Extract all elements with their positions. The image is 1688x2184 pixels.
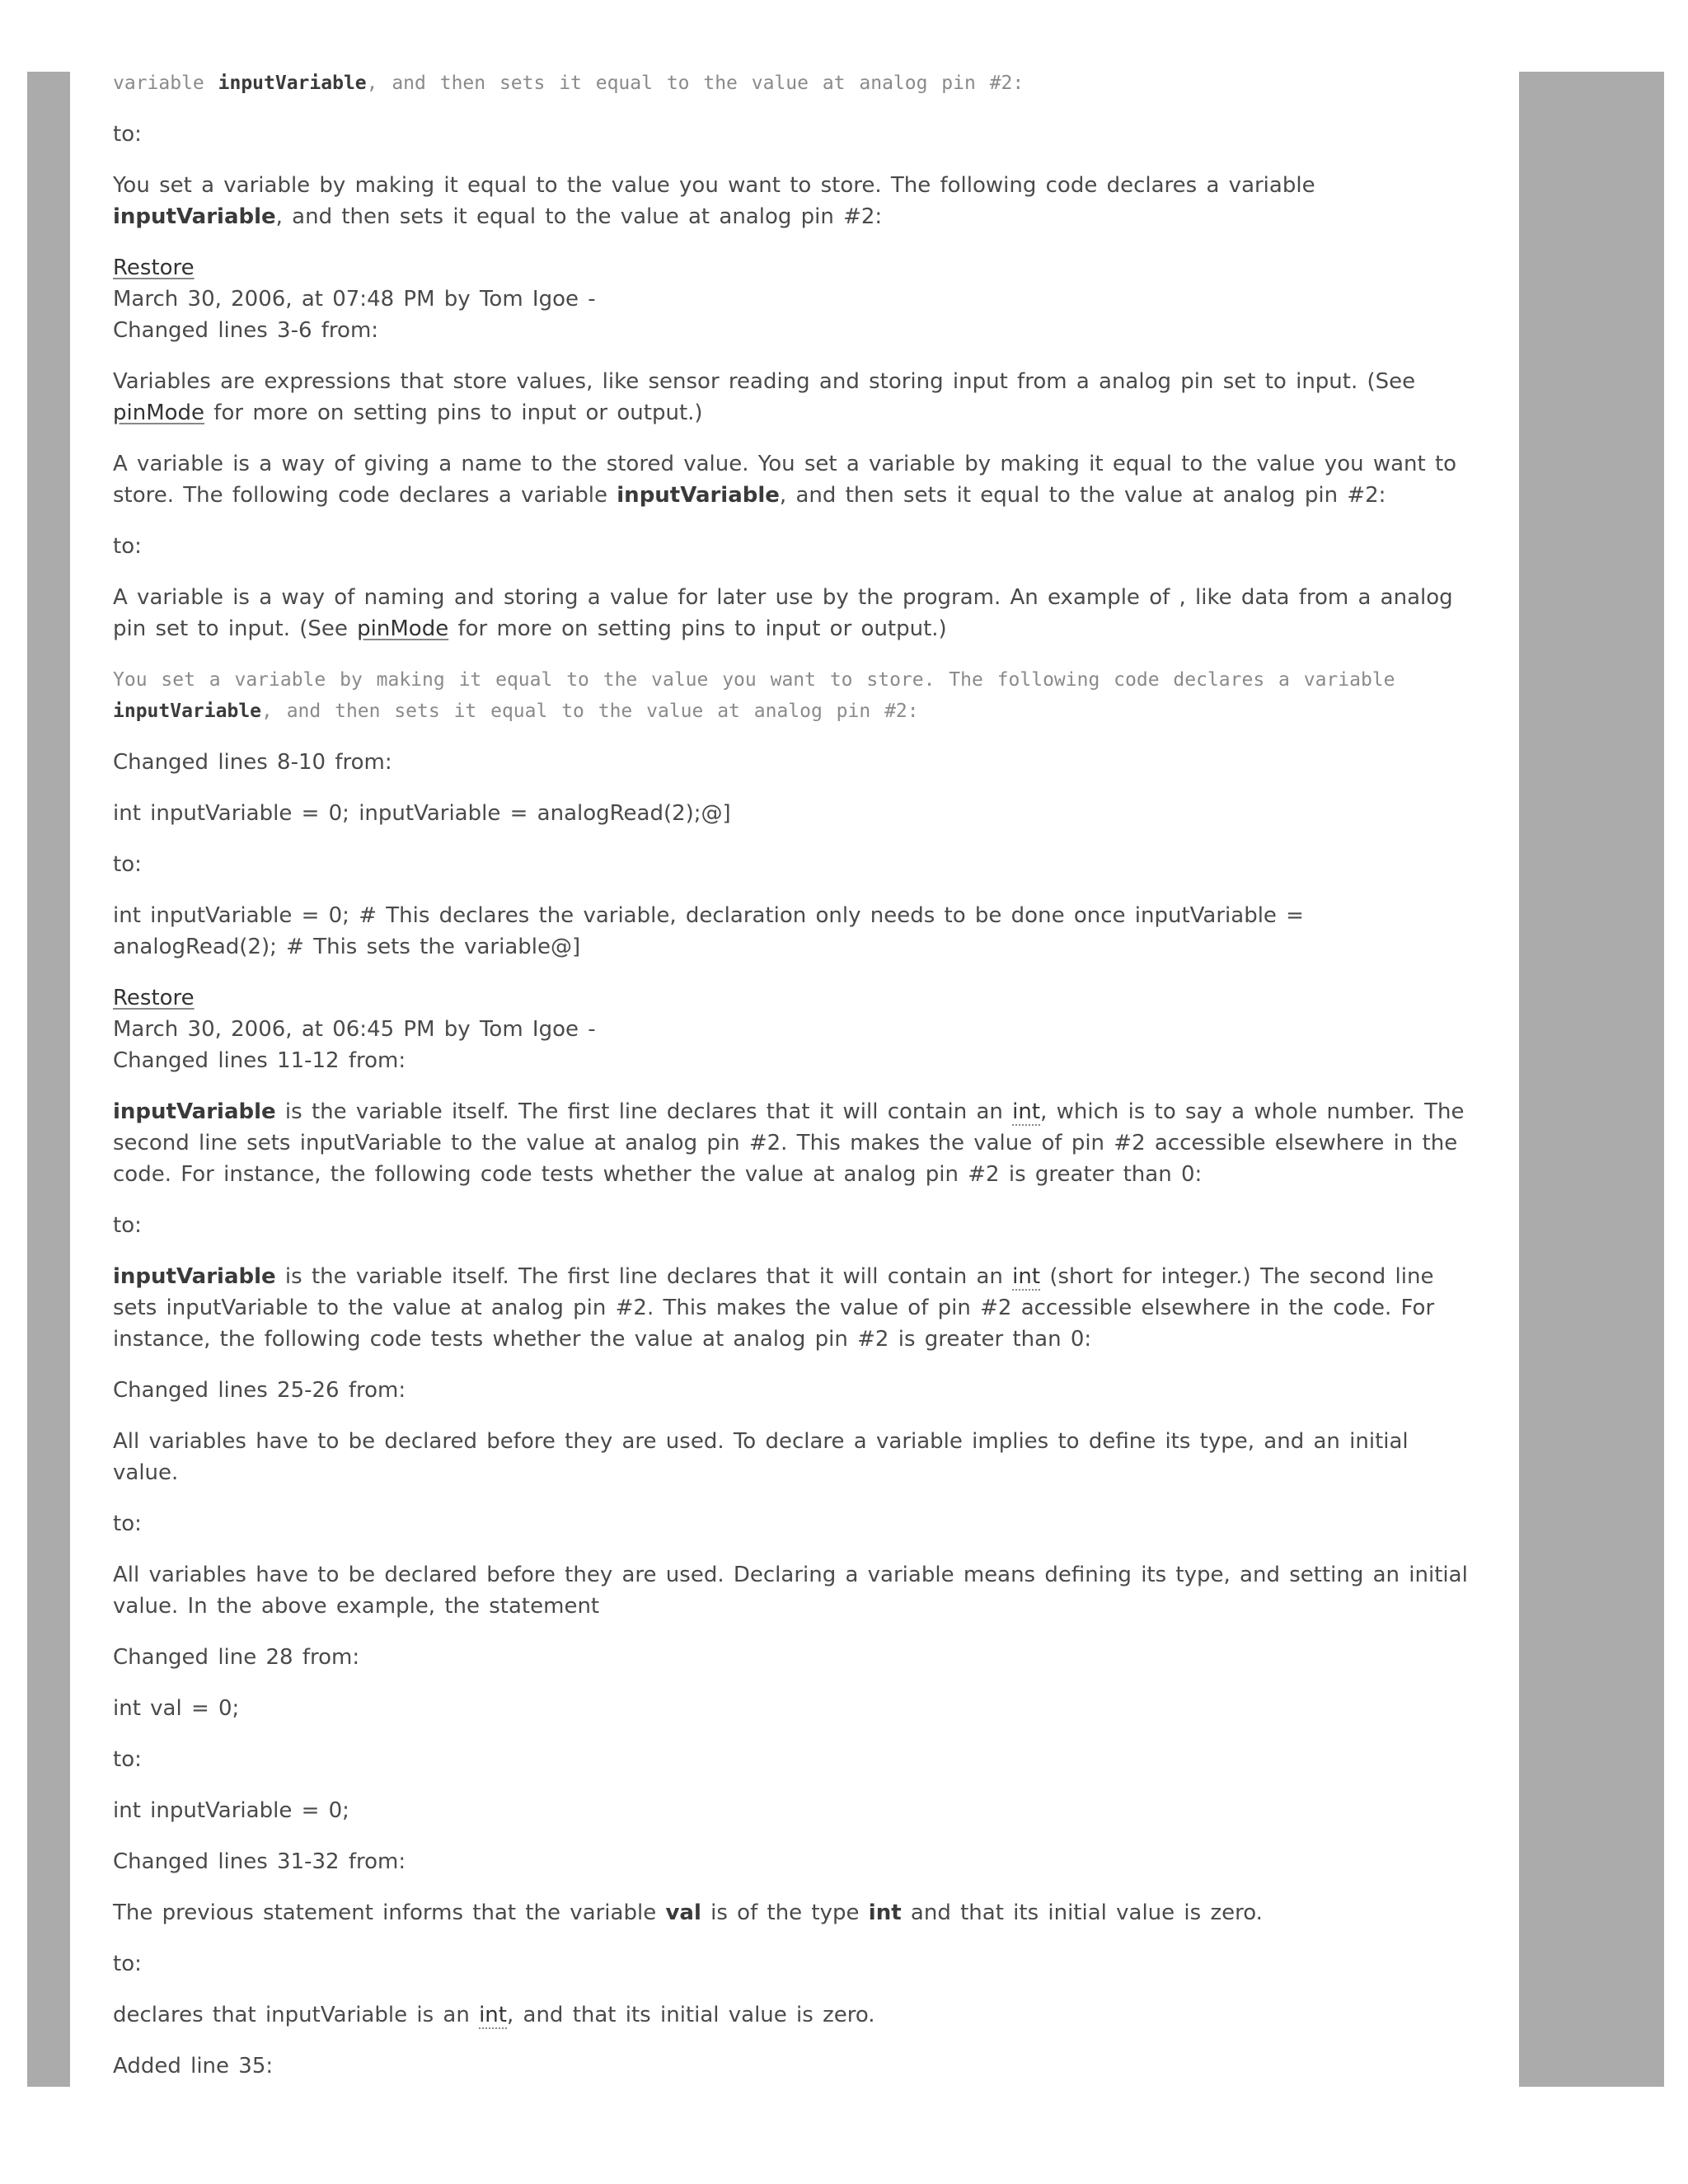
paragraph: [113, 170, 1471, 232]
text-run: Changed lines 8-10 from:: [113, 750, 392, 775]
pinmode-link[interactable]: pinMode: [357, 616, 449, 641]
paragraph: [113, 1846, 1471, 1877]
changed-lines-heading: Changed lines 3-6 from:: [113, 318, 379, 343]
paragraph: [113, 1375, 1471, 1406]
text-run: Changed lines 31-32 from:: [113, 1849, 406, 1874]
right-sidebar-bar: [1519, 72, 1664, 2087]
text-run: is of the type: [701, 1900, 869, 1925]
paragraph: [113, 1508, 1471, 1540]
text-run: Changed lines 25-26 from:: [113, 1378, 406, 1403]
text-run: declares that inputVariable is an: [113, 2003, 480, 2027]
text-run: for more on setting pins to input or output.): [204, 401, 703, 425]
paragraph: [113, 1426, 1471, 1488]
text-run: for more on setting pins to input or output.): [448, 616, 947, 641]
text-run: You set a variable by making it equal to the value you want to store. The following code declares a variable: [113, 669, 1395, 691]
paragraph: [113, 1795, 1471, 1826]
text-run: is the variable itself. The first line declares that it will contain an: [275, 1099, 1013, 1124]
code-paragraph: [113, 68, 1471, 99]
bold-term: inputVariable: [113, 1099, 276, 1124]
restore-link[interactable]: Restore: [113, 255, 195, 280]
paragraph: [113, 1559, 1471, 1622]
text-run: The previous statement informs that the variable: [113, 1900, 666, 1925]
text-run: int inputVariable = 0;: [113, 1798, 349, 1823]
paragraph: [113, 1261, 1471, 1355]
text-run: to:: [113, 122, 142, 147]
left-sidebar-bar: [27, 72, 70, 2087]
revision-meta: March 30, 2006, at 06:45 PM by Tom Igoe -: [113, 1017, 596, 1042]
paragraph: [113, 2050, 1471, 2082]
text-run: , and then sets it equal to the value at analog pin #2:: [779, 483, 1386, 508]
text-run: variable: [113, 73, 218, 94]
text-run: Changed line 28 from:: [113, 1645, 360, 1670]
code-paragraph: [113, 664, 1471, 727]
text-run: and that its initial value is zero.: [901, 1900, 1263, 1925]
text-run: Added line 35:: [113, 2054, 274, 2079]
paragraph: [113, 1897, 1471, 1929]
text-run: to:: [113, 1213, 142, 1238]
text-run: , and that its initial value is zero.: [506, 2003, 875, 2027]
paragraph: [113, 448, 1471, 511]
text-run: All variables have to be declared before they are used. Declaring a variable means defining its type, and setting an initial value. In the above example, the statement: [113, 1563, 1468, 1619]
paragraph: [113, 531, 1471, 562]
bold-term: val: [665, 1900, 701, 1925]
text-run: int inputVariable = 0; inputVariable = analogRead(2);@]: [113, 801, 731, 826]
text-run: All variables have to be declared before they are used. To declare a variable implies to define its type, and an initial value.: [113, 1429, 1409, 1485]
paragraph: [113, 1744, 1471, 1775]
paragraph: [113, 1999, 1471, 2031]
int-link[interactable]: int: [479, 2003, 507, 2027]
int-link[interactable]: int: [1012, 1099, 1041, 1124]
bold-term: inputVariable: [113, 204, 276, 229]
text-run: Variables are expressions that store values, like sensor reading and storing input from a analog pin set to input. (See: [113, 369, 1416, 394]
text-run: int inputVariable = 0; # This declares the variable, declaration only needs to be done once inputVariable = analogRead(2); # This sets the variable@]: [113, 903, 1304, 959]
revision-history-content: [113, 68, 1471, 2102]
bold-term: int: [868, 1900, 902, 1925]
text-run: to:: [113, 852, 142, 877]
text-run: to:: [113, 1747, 142, 1772]
paragraph: [113, 1642, 1471, 1673]
text-run: is the variable itself. The first line declares that it will contain an: [275, 1264, 1013, 1289]
paragraph: [113, 1693, 1471, 1724]
paragraph: [113, 798, 1471, 829]
paragraph: [113, 1096, 1471, 1190]
bold-term: inputVariable: [617, 483, 780, 508]
changed-lines-heading: Changed lines 11-12 from:: [113, 1048, 406, 1073]
text-run: to:: [113, 1952, 142, 1976]
paragraph: [113, 366, 1471, 429]
bold-term: inputVariable: [218, 73, 367, 94]
text-run: to:: [113, 534, 142, 559]
bold-term: inputVariable: [113, 701, 262, 722]
text-run: , which is to say a whole number. The second line sets inputVariable to the value at analog pin #2. This makes the value of pin #2 accessible elsewhere in the code. For instance, the following code tests whether the value at analog pin #2 is greater than 0:: [113, 1099, 1465, 1187]
text-run: int val = 0;: [113, 1696, 240, 1721]
restore-link[interactable]: Restore: [113, 986, 195, 1010]
paragraph: [113, 849, 1471, 880]
paragraph: [113, 747, 1471, 778]
revision-meta: March 30, 2006, at 07:48 PM by Tom Igoe -: [113, 287, 596, 312]
paragraph: [113, 1948, 1471, 1980]
int-link[interactable]: int: [1012, 1264, 1041, 1289]
paragraph: [113, 1210, 1471, 1241]
bold-term: inputVariable: [113, 1264, 276, 1289]
paragraph: [113, 582, 1471, 644]
text-run: , and then sets it equal to the value at analog pin #2:: [261, 701, 919, 722]
text-run: A variable is a way of giving a name to the stored value. You set a variable by making it equal to the value you want to store. The following code declares a variable: [113, 452, 1457, 508]
text-run: (short for integer.) The second line sets inputVariable to the value at analog pin #2. This makes the value of pin #2 accessible elsewhere in the code. For instance, the following code tests whether the value at analog pin #2 is greater than 0:: [113, 1264, 1435, 1352]
paragraph: [113, 900, 1471, 963]
paragraph: [113, 119, 1471, 150]
text-run: A variable is a way of naming and storing a value for later use by the program. An example of , like data from a analog pin set to input. (See: [113, 585, 1453, 641]
text-run: , and then sets it equal to the value at analog pin #2:: [275, 204, 883, 229]
pinmode-link[interactable]: pinMode: [113, 401, 205, 425]
text-run: to:: [113, 1511, 142, 1536]
text-run: , and then sets it equal to the value at analog pin #2:: [366, 73, 1025, 94]
text-run: You set a variable by making it equal to the value you want to store. The following code declares a variable: [113, 173, 1315, 198]
